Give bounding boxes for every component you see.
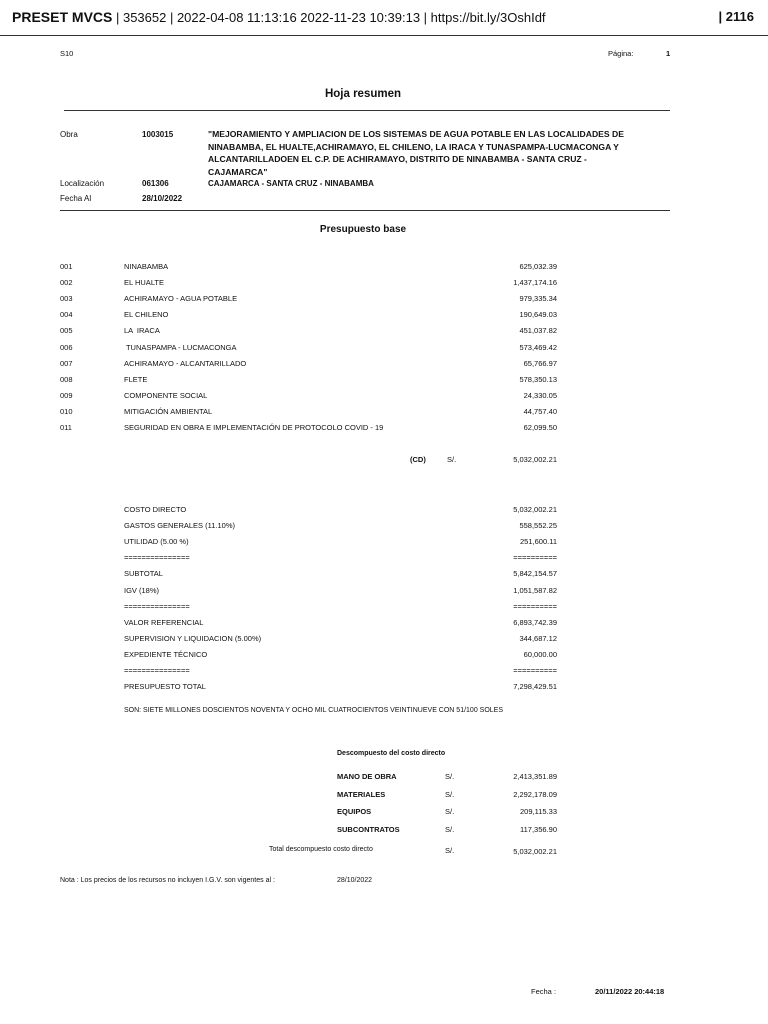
- system-label: S10: [60, 49, 74, 58]
- budget-item-amount: 62,099.50: [523, 423, 557, 432]
- footer-note-date: 28/10/2022: [337, 877, 373, 884]
- summary-row-amount: 6,893,742.39: [513, 617, 557, 627]
- document-info: | 353652 | 2022-04-08 11:13:16 2022-11-23 10:39:13 | https://bit.ly/3OshIdf: [112, 10, 546, 25]
- summary-row-amount: ==========: [513, 666, 557, 675]
- breakdown-row-amount: 209,115.33: [520, 807, 557, 816]
- summary-row-label: ===============: [124, 666, 190, 675]
- budget-item-code: 003: [60, 294, 73, 304]
- budget-item-name: EL HUALTE: [124, 278, 165, 288]
- summary-row-label: VALOR REFERENCIAL: [124, 617, 204, 627]
- localizacion-desc: CAJAMARCA - SANTA CRUZ - NINABAMBA: [208, 179, 374, 188]
- summary-row-label: SUPERVISION Y LIQUIDACION (5.00%): [124, 633, 262, 643]
- summary-row-label: ===============: [124, 553, 190, 563]
- breakdown-row-currency: S/.: [445, 789, 455, 799]
- fecha-al-value: 28/10/2022: [142, 194, 183, 203]
- budget-item-amount: 573,469.42: [519, 342, 557, 352]
- budget-item-code: 002: [60, 278, 73, 288]
- budget-item-code: 009: [60, 390, 73, 400]
- budget-title: Presupuesto base: [319, 224, 407, 235]
- breakdown-row-amount: 2,292,178.09: [513, 789, 557, 799]
- breakdown-row-currency: S/.: [445, 824, 455, 834]
- budget-item-name: ACHIRAMAYO - AGUA POTABLE: [124, 294, 238, 304]
- breakdown-total-label: Total descompuesto costo directo: [269, 846, 373, 853]
- summary-row-label: IGV (18%): [124, 585, 160, 595]
- summary-row-amount: 60,000.00: [523, 649, 557, 659]
- print-date-value: 20/11/2022 20:44:18: [595, 987, 665, 996]
- cd-label: (CD): [410, 455, 426, 464]
- budget-item-code: 004: [60, 310, 73, 320]
- page-label: Página:: [608, 49, 634, 58]
- budget-item-name: FLETE: [124, 374, 148, 384]
- amount-in-words: SON: SIETE MILLONES DOSCIENTOS NOVENTA Y OCHO MIL CUATROCIENTOS VEINTINUEVE CON 51/100 SOLES: [124, 707, 504, 714]
- breakdown-row-currency: S/.: [445, 807, 455, 816]
- budget-item-amount: 451,037.82: [519, 326, 557, 336]
- summary-row-amount: 344,687.12: [519, 633, 557, 643]
- localizacion-code: 061306: [142, 179, 169, 188]
- breakdown-row-label: SUBCONTRATOS: [337, 824, 400, 834]
- budget-item-code: 001: [60, 262, 73, 271]
- budget-item-amount: 979,335.34: [519, 294, 557, 304]
- summary-row-amount: ==========: [513, 553, 557, 563]
- budget-item-name: LA IRACA: [124, 326, 160, 336]
- budget-item-code: 006: [60, 342, 73, 352]
- summary-row-amount: 5,842,154.57: [513, 569, 557, 579]
- breakdown-row-currency: S/.: [445, 772, 455, 781]
- page-title: Hoja resumen: [324, 88, 402, 100]
- budget-item-name: TUNASPAMPA - LUCMACONGA: [124, 342, 237, 352]
- budget-item-amount: 1,437,174.16: [513, 278, 557, 288]
- summary-row-label: UTILIDAD (5.00 %): [124, 537, 189, 547]
- summary-row-label: SUBTOTAL: [124, 569, 163, 579]
- footer-note: Nota : Los precios de los recursos no incluyen I.G.V. son vigentes al :: [60, 877, 275, 884]
- localizacion-label: Localización: [60, 179, 105, 188]
- summary-row-label: ===============: [124, 601, 190, 611]
- budget-item-code: 005: [60, 326, 73, 336]
- budget-item-amount: 44,757.40: [523, 406, 557, 416]
- summary-row-amount: ==========: [513, 601, 557, 611]
- budget-item-name: COMPONENTE SOCIAL: [124, 390, 208, 400]
- summary-row-amount: 7,298,429.51: [513, 682, 557, 692]
- breakdown-total-amount: 5,032,002.21: [513, 847, 557, 856]
- breakdown-row-label: EQUIPOS: [337, 807, 372, 816]
- breakdown-row-label: MATERIALES: [337, 789, 386, 799]
- page-number: 1: [666, 49, 671, 58]
- budget-item-amount: 65,766.97: [523, 358, 557, 368]
- summary-row-amount: 5,032,002.21: [513, 505, 557, 514]
- summary-row-label: COSTO DIRECTO: [124, 505, 187, 514]
- obra-code: 1003015: [142, 130, 174, 139]
- cd-total: 5,032,002.21: [513, 455, 557, 464]
- budget-item-name: ACHIRAMAYO - ALCANTARILLADO: [124, 358, 247, 368]
- budget-item-code: 010: [60, 406, 73, 416]
- title-divider: [64, 110, 670, 111]
- obra-description: "MEJORAMIENTO Y AMPLIACION DE LOS SISTEMAS DE AGUA POTABLE EN LAS LOCALIDADES DE NINABAMBA, EL HUALTE,ACHIRAMAYO, EL CHILENO, LA IRACA Y TUNASPAMPA-LUCMACONGA Y ALCANTARILLADOEN EL C.P. DE ACHIRAMAYO, DISTRITO DE NINABAMBA - SANTA CRUZ - CAJAMARCA": [208, 129, 624, 177]
- cd-currency: S/.: [447, 455, 457, 464]
- budget-item-amount: 24,330.05: [523, 390, 557, 400]
- summary-row-amount: 251,600.11: [520, 537, 557, 547]
- summary-row-label: GASTOS GENERALES (11.10%): [124, 521, 236, 531]
- breakdown-row-amount: 2,413,351.89: [513, 772, 557, 781]
- document-header-bar: [0, 0, 768, 36]
- budget-item-amount: 625,032.39: [519, 262, 557, 271]
- document-meta: [12, 9, 546, 25]
- obra-label: Obra: [60, 130, 78, 139]
- summary-row-label: EXPEDIENTE TÉCNICO: [124, 649, 208, 659]
- breakdown-title: Descompuesto del costo directo: [337, 750, 446, 757]
- print-date-label: Fecha :: [531, 987, 557, 996]
- page-count: | 2116: [718, 9, 754, 24]
- summary-row-label: PRESUPUESTO TOTAL: [124, 682, 206, 692]
- budget-item-name: EL CHILENO: [124, 310, 169, 320]
- budget-item-name: NINABAMBA: [124, 262, 169, 271]
- breakdown-row-amount: 117,356.90: [520, 824, 557, 834]
- budget-item-name: SEGURIDAD EN OBRA E IMPLEMENTACIÓN DE PROTOCOLO COVID - 19: [124, 423, 384, 432]
- budget-item-amount: 190,649.03: [519, 310, 557, 320]
- breakdown-total-currency: S/.: [445, 846, 455, 855]
- breakdown-row-label: MANO DE OBRA: [337, 772, 397, 781]
- budget-item-name: MITIGACIÓN AMBIENTAL: [124, 406, 213, 416]
- fecha-al-label: Fecha Al: [60, 194, 92, 203]
- summary-row-amount: 1,051,587.82: [513, 585, 557, 595]
- budget-item-amount: 578,350.13: [519, 374, 557, 384]
- summary-row-amount: 558,552.25: [519, 521, 557, 531]
- info-divider: [60, 210, 670, 211]
- budget-item-code: 008: [60, 374, 73, 384]
- budget-item-code: 011: [60, 423, 72, 432]
- brand-name: PRESET MVCS: [12, 9, 113, 25]
- budget-item-code: 007: [60, 358, 73, 368]
